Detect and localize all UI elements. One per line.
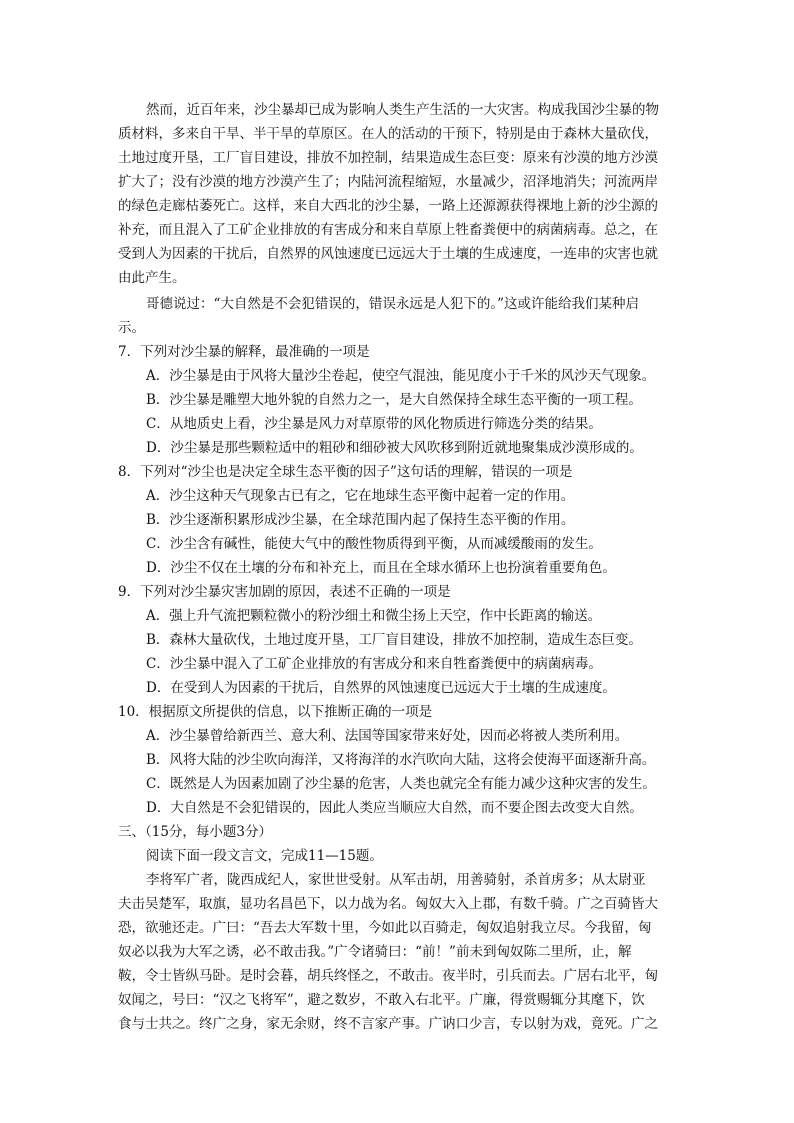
paragraph-line: 由此产生。 <box>118 270 186 286</box>
question-8-option-c: C．沙尘含有碱性，能使大气中的酸性物质得到平衡，从而减缓酸雨的发生。 <box>146 536 602 552</box>
question-10-option-a: A．沙尘暴曾给新西兰、意大利、法国等国家带来好处，因而必将被人类所利用。 <box>146 728 629 744</box>
question-10-option-d: D．大自然是不会犯错误的，因此人类应当顺应大自然，而不要企图去改变大自然。 <box>146 800 643 816</box>
question-8-option-a: A．沙尘这种天气现象古已有之，它在地球生态平衡中起着一定的作用。 <box>146 488 575 504</box>
question-10-stem: 10．根据原文所提供的信息，以下推断正确的一项是 <box>118 704 433 720</box>
classical-text-line: 食与士共之。终广之身，家无余财，终不言家产事。广讷口少言，专以射为戏，竟死。广之 <box>118 1016 658 1032</box>
paragraph-line: 然而，近百年来，沙尘暴却已成为影响人类生产生活的一大灾害。构成我国沙尘暴的物 <box>146 102 659 118</box>
paragraph-line: 示。 <box>118 320 145 336</box>
classical-text-line: 恐，欲驰还走。广曰：“吾去大军数十里，今如此以百骑走，匈奴追射我立尽。今我留，匈 <box>118 920 652 936</box>
question-9-option-c: C．沙尘暴中混入了工矿企业排放的有害成分和来自牲畜粪便中的病菌病毒。 <box>146 656 602 672</box>
section-3-intro: 阅读下面一段文言文，完成11—15题。 <box>146 848 383 864</box>
question-8-stem: 8．下列对“沙尘也是决定全球生态平衡的因子”这句话的理解，错误的一项是 <box>118 464 573 480</box>
question-9-option-a: A．强上升气流把颗粒微小的粉沙细土和微尘扬上天空，作中长距离的输送。 <box>146 608 602 624</box>
question-8-option-d: D．沙尘不仅在土壤的分布和补充上，而且在全球水循环上也扮演着重要角色。 <box>146 560 616 576</box>
paragraph-line: 哥德说过：“大自然是不会犯错误的，错误永远是人犯下的。”这或许能给我们某种启 <box>146 296 640 312</box>
paragraph-line: 补充，而且混入了工矿企业排放的有害成分和来自草原上牲畜粪便中的病菌病毒。总之，在 <box>118 222 658 238</box>
paragraph-line: 受到人为因素的干扰后，自然界的风蚀速度已远远大于土壤的生成速度，一连串的灾害也就 <box>118 246 658 262</box>
question-7-option-b: B．沙尘暴是雕塑大地外貌的自然力之一，是大自然保持全球生态平衡的一项工程。 <box>146 392 642 408</box>
question-9-stem: 9．下列对沙尘暴灾害加剧的原因，表述不正确的一项是 <box>118 584 451 600</box>
paragraph-line: 土地过度开垦，工厂盲目建设，排放不加控制，结果造成生态巨变：原来有沙漠的地方沙漠 <box>118 150 658 166</box>
question-10-option-b: B．风将大陆的沙尘吹向海洋，又将海洋的水汽吹向大陆，这将会使海平面逐渐升高。 <box>146 752 656 768</box>
question-8-option-b: B．沙尘逐渐积累形成沙尘暴，在全球范围内起了保持生态平衡的作用。 <box>146 512 575 528</box>
question-9-option-b: B．森林大量砍伐，土地过度开垦，工厂盲目建设，排放不加控制，造成生态巨变。 <box>146 632 642 648</box>
paragraph-line: 扩大了；没有沙漠的地方沙漠产生了；内陆河流程缩短，水量减少，沼泽地消失；河流两岸 <box>118 174 658 190</box>
question-9-option-d: D．在受到人为因素的干扰后，自然界的风蚀速度已远远大于土壤的生成速度。 <box>146 680 616 696</box>
paragraph-line: 质材料，多来自干旱、半干旱的草原区。在人的活动的干预下，特别是由于森林大量砍伐， <box>118 126 658 142</box>
classical-text-line: 夫击吴楚军，取旗，显功名昌邑下，以力战为名。匈奴大入上郡，有数千骑。广之百骑皆大 <box>118 896 658 912</box>
section-3-heading: 三、（15分，每小题3分） <box>118 824 273 840</box>
paragraph-line: 的绿色走廊枯萎死亡。这样，来自大西北的沙尘暴，一路上还源源获得裸地上新的沙尘源的 <box>118 198 658 214</box>
question-7-option-c: C．从地质史上看，沙尘暴是风力对草原带的风化物质进行筛选分类的结果。 <box>146 416 602 432</box>
classical-text-line: 奴必以我为大军之诱，必不敢击我。”广令诸骑曰：“前！”前未到匈奴陈二里所，止，解 <box>118 944 632 960</box>
question-7-option-a: A．沙尘暴是由于风将大量沙尘卷起，使空气混浊，能见度小于千米的风沙天气现象。 <box>146 368 656 384</box>
classical-text-line: 奴闻之，号曰：“汉之飞将军”，避之数岁，不敢入右北平。广廉，得赏赐辄分其麾下，饮 <box>118 992 645 1008</box>
question-7-stem: 7．下列对沙尘暴的解释，最准确的一项是 <box>118 344 370 360</box>
question-7-option-d: D．沙尘暴是那些颗粒适中的粗砂和细砂被大风吹移到附近就地聚集成沙漠形成的。 <box>146 440 643 456</box>
classical-text-line: 鞍，令士皆纵马卧。是时会暮，胡兵终怪之，不敢击。夜半时，引兵而去。广居右北平，匈 <box>118 968 658 984</box>
classical-text-line: 李将军广者，陇西成纪人，家世世受射。从军击胡，用善骑射，杀首虏多；从太尉亚 <box>146 872 646 888</box>
question-10-option-c: C．既然是人为因素加剧了沙尘暴的危害，人类也就完全有能力减少这种灾害的发生。 <box>146 776 656 792</box>
